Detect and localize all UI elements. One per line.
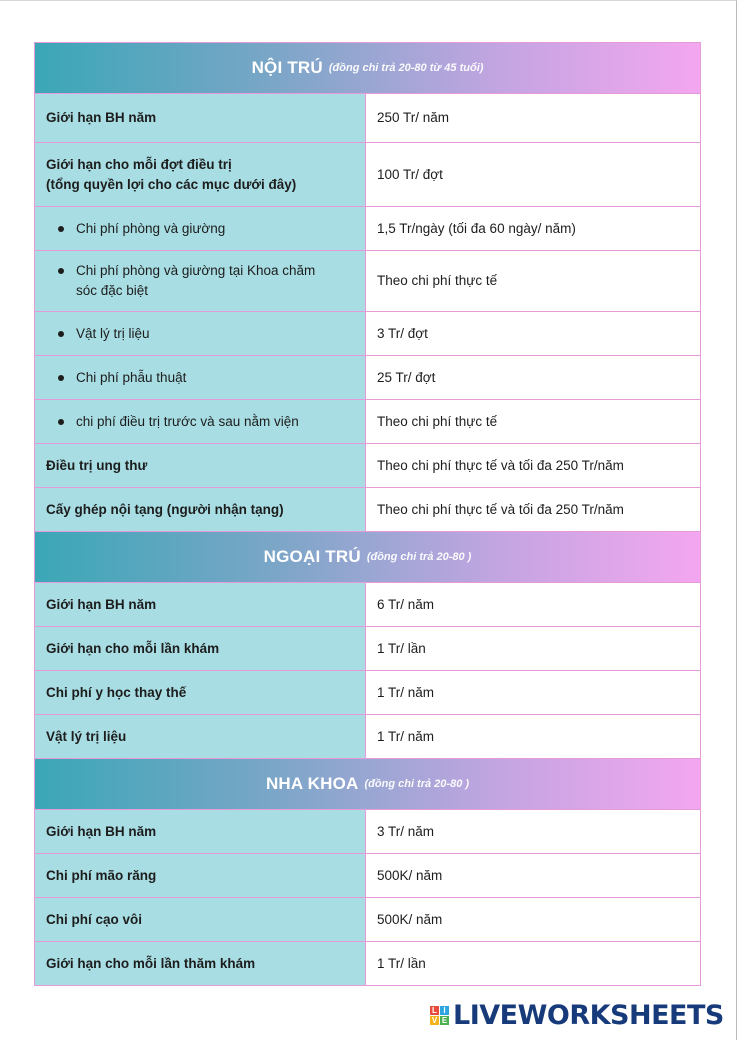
benefit-label-cell [35, 898, 366, 941]
benefit-value-cell [366, 627, 700, 670]
table-row [35, 487, 700, 531]
benefit-value: 500K/ năm [377, 911, 443, 927]
benefit-value-cell [366, 312, 700, 355]
table-row [35, 443, 700, 487]
logo-letter: L [430, 1006, 439, 1015]
table-row [35, 206, 700, 250]
benefit-value-cell [366, 356, 700, 399]
benefit-label: Cấy ghép nội tạng (người nhận tạng) [46, 501, 284, 517]
benefit-label: Giới hạn cho mỗi đợt điều trị [46, 156, 232, 172]
benefit-label: Giới hạn cho mỗi lần khám [46, 640, 220, 656]
table-row [35, 670, 700, 714]
benefit-label: Giới hạn BH năm [46, 110, 157, 125]
benefit-label: Chi phí phòng và giường tại Khoa chăm [76, 263, 316, 278]
benefit-label: Chi phí phẫu thuật [76, 369, 187, 385]
benefit-label-cell [35, 488, 366, 531]
benefit-value-cell [366, 715, 700, 758]
benefit-label-cell [35, 854, 366, 897]
benefit-value-cell [366, 207, 700, 250]
benefit-value-cell [366, 400, 700, 443]
section-header [35, 531, 700, 582]
table-row [35, 897, 700, 941]
table-row [35, 941, 700, 985]
benefit-value-cell [366, 94, 700, 142]
section-note: (đồng chi trả 20-80 ) [364, 778, 470, 790]
benefit-label: chi phí điều trị trước và sau nằm viện [76, 413, 299, 429]
benefit-value-cell [366, 143, 700, 206]
bullet-dot-icon [58, 375, 64, 381]
benefit-label: Giới hạn BH năm [46, 596, 157, 612]
benefit-label: Chi phí y học thay thế [46, 684, 187, 700]
bullet-dot-icon [58, 419, 64, 425]
benefit-value: Theo chi phí thực tế [377, 273, 498, 288]
benefit-value-cell [366, 942, 700, 985]
benefit-value: 250 Tr/ năm [377, 110, 450, 125]
table-row [35, 853, 700, 897]
benefit-value: 6 Tr/ năm [377, 596, 435, 612]
benefit-value: 500K/ năm [377, 867, 443, 883]
benefit-label-cell [35, 671, 366, 714]
benefit-label: Vật lý trị liệu [46, 728, 127, 744]
benefit-value-cell [366, 898, 700, 941]
logo-mark-icon [430, 1006, 449, 1025]
table-row [35, 355, 700, 399]
benefit-label: Chi phí phòng và giường [76, 220, 226, 236]
benefit-value: 100 Tr/ đợt [377, 166, 443, 182]
section-note: (đồng chi trả 20-80 từ 45 tuổi) [328, 62, 484, 74]
benefit-label-cell [35, 810, 366, 853]
benefit-label: Giới hạn cho mỗi lần thăm khám [46, 955, 256, 971]
benefit-value: Theo chi phí thực tế và tối đa 250 Tr/năm [377, 501, 624, 517]
benefit-value-cell [366, 488, 700, 531]
benefit-label-cell [35, 942, 366, 985]
benefit-label: (tổng quyền lợi cho các mục dưới đây) [46, 176, 297, 192]
benefit-label: Vật lý trị liệu [76, 325, 150, 341]
table-row [35, 582, 700, 626]
bullet-item [46, 412, 299, 432]
bullet-dot-icon [58, 226, 64, 232]
section-note: (đồng chi trả 20-80 ) [366, 551, 472, 563]
table-row [35, 142, 700, 206]
benefit-label: sóc đặc biệt [76, 283, 149, 298]
table-row [35, 93, 700, 142]
benefit-label-cell [35, 94, 366, 142]
benefit-value: 25 Tr/ đợt [377, 369, 436, 385]
bullet-item [46, 261, 315, 301]
section-title: NỘI TRÚ [251, 58, 323, 77]
table-row [35, 311, 700, 355]
section-header [35, 42, 700, 93]
benefits-table [34, 42, 701, 986]
benefit-label-cell [35, 143, 366, 206]
section-header [35, 758, 700, 809]
benefit-label-cell [35, 400, 366, 443]
bullet-item [46, 219, 225, 239]
benefit-value-cell [366, 671, 700, 714]
benefit-label-cell [35, 444, 366, 487]
benefit-label-cell [35, 312, 366, 355]
table-row [35, 714, 700, 758]
benefit-label-cell [35, 715, 366, 758]
benefit-label: Điều trị ung thư [46, 457, 148, 473]
logo-letter: I [440, 1006, 449, 1015]
bullet-dot-icon [58, 268, 64, 274]
benefit-value-cell [366, 854, 700, 897]
table-row [35, 399, 700, 443]
benefit-label: Giới hạn BH năm [46, 823, 157, 839]
liveworksheets-logo[interactable] [430, 1000, 724, 1030]
benefit-value-cell [366, 251, 700, 311]
benefit-value: 1 Tr/ lần [377, 640, 426, 656]
benefit-value: 1,5 Tr/ngày (tối đa 60 ngày/ năm) [377, 220, 576, 236]
bullet-item [46, 368, 186, 388]
benefit-label-cell [35, 356, 366, 399]
benefit-value: Theo chi phí thực tế và tối đa 250 Tr/năm [377, 457, 624, 473]
benefit-value: Theo chi phí thực tế [377, 413, 498, 429]
bullet-dot-icon [58, 331, 64, 337]
benefit-value: 1 Tr/ lần [377, 955, 426, 971]
benefit-value-cell [366, 444, 700, 487]
benefit-value: 1 Tr/ năm [377, 728, 435, 744]
benefit-value-cell [366, 583, 700, 626]
benefit-value-cell [366, 810, 700, 853]
benefit-label: Chi phí cạo vôi [46, 911, 143, 927]
benefit-value: 1 Tr/ năm [377, 684, 435, 700]
section-title: NGOẠI TRÚ [263, 547, 361, 566]
benefit-label-cell [35, 627, 366, 670]
logo-letter: E [441, 1015, 448, 1025]
table-row [35, 809, 700, 853]
benefit-value: 3 Tr/ đợt [377, 325, 428, 341]
benefit-label: Chi phí mão răng [46, 867, 157, 883]
benefit-value: 3 Tr/ năm [377, 823, 435, 839]
benefit-label-cell [35, 251, 366, 311]
table-row [35, 626, 700, 670]
table-row [35, 250, 700, 311]
section-title: NHA KHOA [265, 774, 359, 793]
logo-letter: V [431, 1015, 438, 1025]
benefit-label-cell [35, 207, 366, 250]
benefit-label-cell [35, 583, 366, 626]
bullet-item [46, 324, 150, 344]
logo-text: LIVEWORKSHEETS [453, 999, 724, 1031]
